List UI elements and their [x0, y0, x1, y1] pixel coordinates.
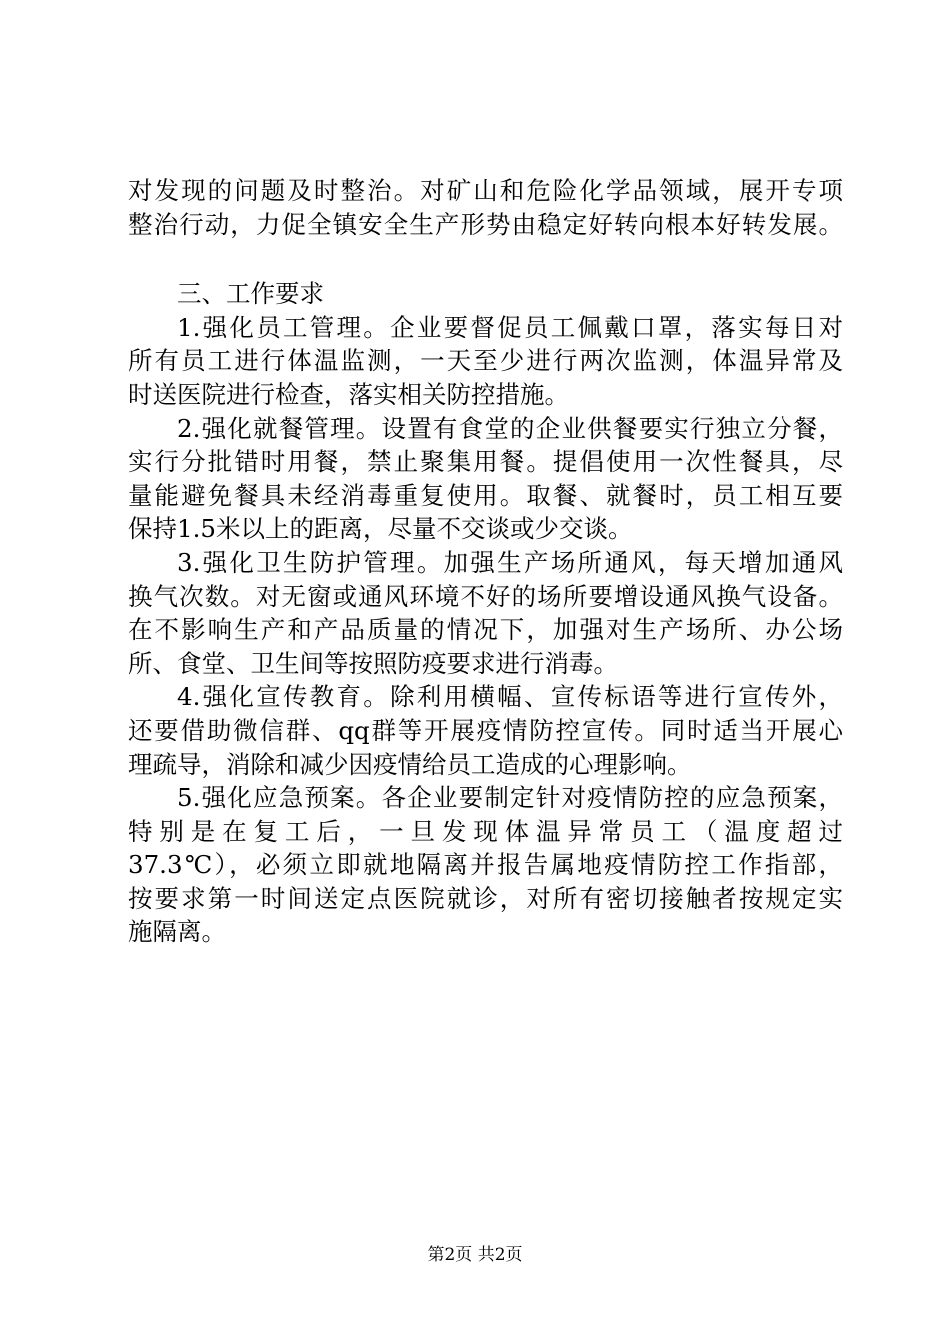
paragraph-gap	[128, 241, 843, 277]
text-line: 保持1.5米以上的距离，尽量不交谈或少交谈。	[128, 514, 633, 544]
text-line: 换气次数。对无窗或通风环境不好的场所要增设通风换气设备。	[128, 581, 843, 611]
text-line: 实行分批错时用餐，禁止聚集用餐。提倡使用一次性餐具，尽	[128, 447, 843, 477]
text-line: 所、食堂、卫生间等按照防疫要求进行消毒。	[128, 648, 618, 678]
text-line: 施隔离。	[128, 917, 226, 947]
text-line: 1.强化员工管理。企业要督促员工佩戴口罩，落实每日对	[177, 312, 843, 342]
text-line: 4.强化宣传教育。除利用横幅、宣传标语等进行宣传外，	[177, 682, 843, 712]
document-body	[128, 174, 843, 949]
text-line: 37.3℃），必须立即就地隔离并报告属地疫情防控工作指部，	[128, 850, 843, 880]
text-line: 整治行动，力促全镇安全生产形势由稳定好转向根本好转发展。	[128, 209, 843, 239]
text-line: 还要借助微信群、qq群等开展疫情防控宣传。同时适当开展心	[128, 715, 843, 745]
section-heading: 三、工作要求	[177, 279, 324, 309]
text-line: 特别是在复工后，一旦发现体温异常员工（温度超过	[128, 816, 843, 846]
text-line: 在不影响生产和产品质量的情况下，加强对生产场所、办公场	[128, 615, 843, 645]
text-line: 3.强化卫生防护管理。加强生产场所通风，每天增加通风	[177, 547, 843, 577]
text-line: 2.强化就餐管理。设置有食堂的企业供餐要实行独立分餐，	[177, 413, 843, 443]
page-number: 第2页 共2页	[427, 1245, 523, 1265]
text-line: 理疏导，消除和减少因疫情给员工造成的心理影响。	[128, 749, 692, 779]
text-line: 5.强化应急预案。各企业要制定针对疫情防控的应急预案，	[177, 783, 843, 813]
page-footer	[0, 1244, 950, 1266]
text-line: 量能避免餐具未经消毒重复使用。取餐、就餐时，员工相互要	[128, 480, 843, 510]
text-line: 所有员工进行体温监测，一天至少进行两次监测，体温异常及	[128, 346, 843, 376]
text-line: 时送医院进行检查，落实相关防控措施。	[128, 379, 569, 409]
text-line: 按要求第一时间送定点医院就诊，对所有密切接触者按规定实	[128, 883, 843, 913]
text-line: 对发现的问题及时整治。对矿山和危险化学品领域，展开专项	[128, 176, 843, 205]
